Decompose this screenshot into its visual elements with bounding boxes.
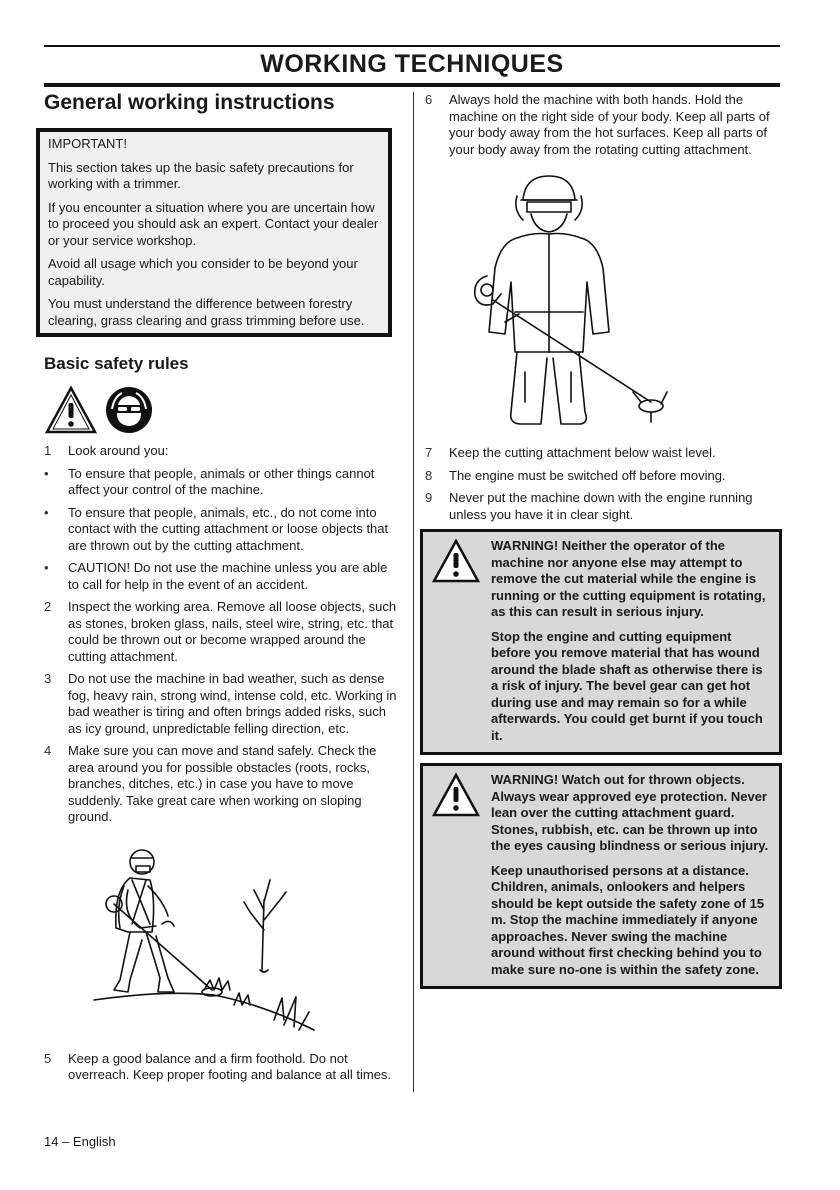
list-item [425,92,785,158]
list-text: Make sure you can move and stand safely. Check the area around you for possible obstacles (roots, rocks, branches, ditches, etc.) in case you have to move suddenly. Take great care when working on sloping ground. [68,743,377,824]
important-label: IMPORTANT! [48,136,127,151]
list-text: Never put the machine down with the engine running unless you have it in clear sight. [449,490,753,522]
list-item [44,560,400,593]
list-text: The engine must be switched off before moving. [449,467,726,483]
list-mark: • [44,560,49,575]
important-paragraph: Avoid all usage which you consider to be beyond your capability. [48,256,358,288]
list-item [44,443,400,460]
list-text: CAUTION! Do not use the machine unless you are able to call for help in the event of an accident. [68,560,388,592]
list-mark: 2 [44,599,52,614]
warning-box [420,763,782,989]
list-mark: 4 [44,743,52,758]
list-mark: 1 [44,443,52,458]
page-footer: 14 – English [44,1134,116,1149]
operator-on-slope-illustration [84,840,344,1040]
eye-protection-icon [104,385,154,435]
warning-paragraph: Keep unauthorised persons at a distance. Children, animals, onlookers and helpers should be kept outside the safety zone of 15 m. Stop the machine immediately if anyone approaches. Never swing the machine around without first checking behind you to make sure no-one is within the safety zone. [491,862,765,977]
warning-triangle-icon [431,538,481,584]
list-text: To ensure that people, animals, etc., do not come into contact with the cutting attachment or loose objects that are thrown out by the cutting attachment. [68,504,389,553]
list-mark: • [44,465,49,481]
left-column [44,90,400,1090]
list-text: Do not use the machine in bad weather, such as dense fog, heavy rain, strong wind, intense cold, etc. Working in bad weather is tiring and often brings added risks, such as icy ground, unpredictable felling direction, etc. [68,671,397,736]
list-mark: 9 [425,490,433,505]
list-item [44,599,400,665]
list-item [425,445,785,462]
list-item [44,466,400,499]
page-header-title: WORKING TECHNIQUES [260,50,564,78]
list-text: Keep a good balance and a firm foothold. Do not overreach. Keep proper footing and balance at all times. [68,1050,392,1082]
warning-paragraph: Stop the engine and cutting equipment before you remove material that has wound around the blade shaft as otherwise there is a risk of injury. The bevel gear can get hot during use and may remain so for a while afterwards. You could get burnt if you touch it. [491,628,763,743]
column-divider [413,92,414,1092]
important-paragraph: If you encounter a situation where you are uncertain how to proceed you should ask an expert. Contact your dealer or your service workshop. [48,199,379,248]
list-text: Look around you: [68,443,169,458]
safety-icons [44,385,400,435]
warning-triangle-icon [431,772,481,818]
important-paragraph: You must understand the difference between forestry clearing, grass clearing and grass trimming before use. [48,296,365,328]
list-item [425,468,785,485]
important-box [36,128,392,337]
list-item [425,490,785,523]
right-column [425,92,785,989]
warning-text [491,538,771,744]
list-text: Keep the cutting attachment below waist level. [449,445,716,460]
list-text: Always hold the machine with both hands. Hold the machine on the right side of your body. Keep all parts of your body away from the hot surfaces. Keep all parts of your body away from the rotating cutting attachment. [449,92,770,157]
list-mark: 3 [44,671,52,686]
warning-paragraph: WARNING! Watch out for thrown objects. Always wear approved eye protection. Never lean over the cutting attachment guard. Stones, rubbish, etc. can be thrown up into the eyes causing blindness or serious injury. [491,772,769,853]
list-mark: 6 [425,92,433,107]
warning-text [491,772,771,978]
subsection-heading: Basic safety rules [44,354,189,373]
operator-holding-trimmer-illustration [465,172,685,432]
list-item [44,671,400,737]
list-text: To ensure that people, animals or other things cannot affect your control of the machine. [68,465,375,497]
list-mark: 7 [425,445,433,460]
list-item [44,505,400,555]
list-mark: • [44,504,49,520]
list-mark: 5 [44,1050,52,1066]
section-heading: General working instructions [44,91,335,114]
list-text: Inspect the working area. Remove all loose objects, such as stones, broken glass, nails, steel wire, string, etc. that could be thrown out or become wrapped around the cutting attachment. [68,599,397,664]
important-paragraph: This section takes up the basic safety precautions for working with a trimmer. [48,159,354,191]
warning-paragraph: WARNING! Neither the operator of the machine nor anyone else may attempt to remove the cut material while the engine is running or the cutting equipment is rotating, as this can result in serious injury. [491,538,766,619]
list-item [44,1051,400,1084]
list-mark: 8 [425,467,433,483]
header-rule [44,83,780,87]
list-item [44,743,400,826]
warning-box [420,529,782,755]
warning-triangle-icon [44,385,98,435]
